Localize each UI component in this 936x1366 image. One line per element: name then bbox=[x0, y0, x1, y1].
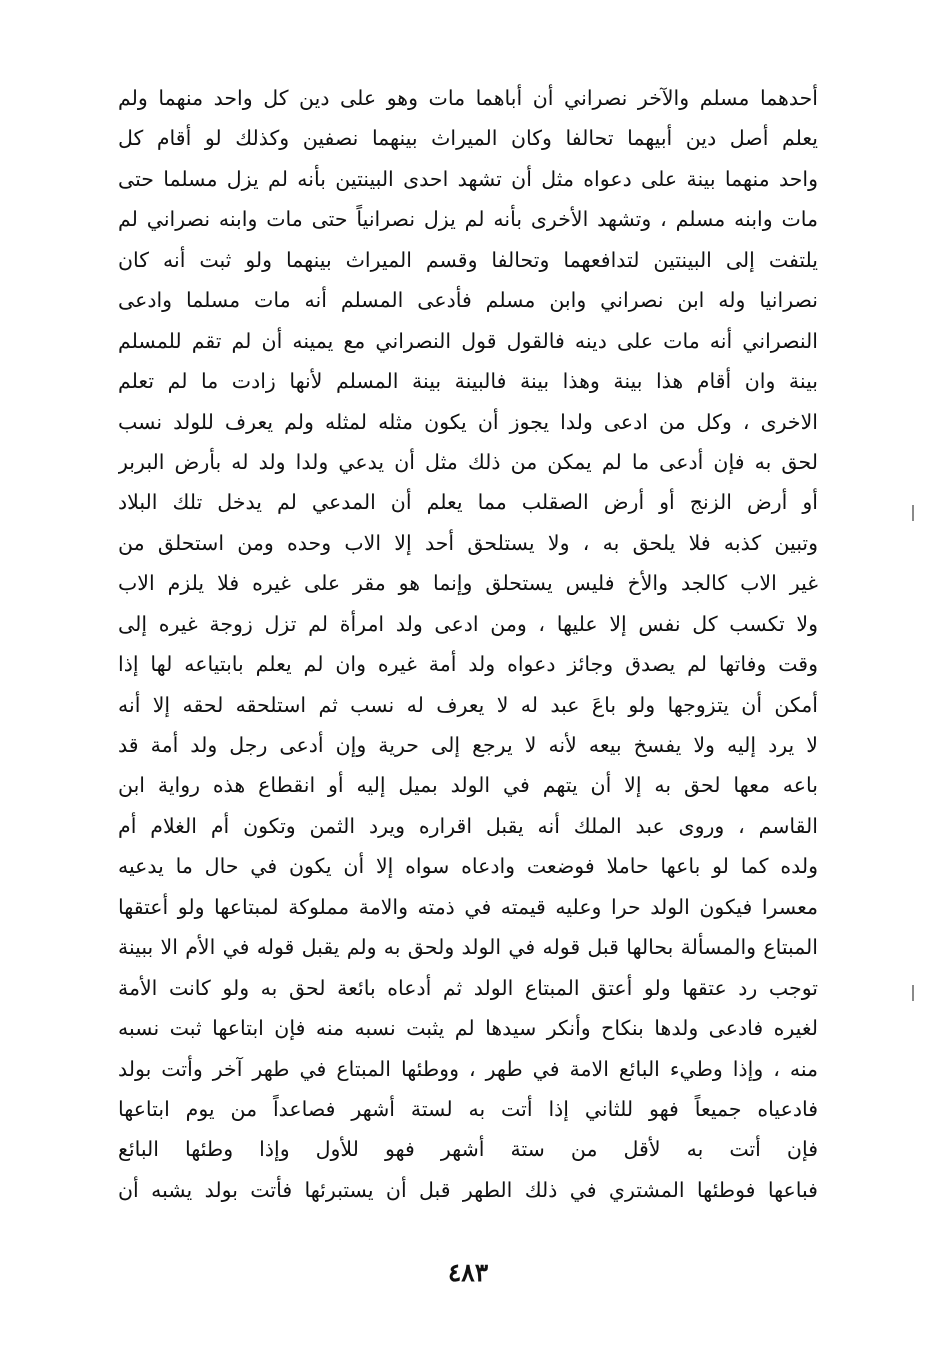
text-line: وقت وفاتها لم يصدق وجائز دعواه ولد أمة غيره وان لم يعلم بابتياعه لها إذا bbox=[118, 652, 818, 677]
text-line: واحد منهما بينة على دعواه مثل أن تشهد احدى البينتين بأنه لم يزل مسلما حتى bbox=[118, 166, 818, 191]
text-line: أمكن أن يتزوجها ولو باعَ عبد له لا يعرف له نسب ثم استلحقه لحقه إلا أنه bbox=[118, 692, 818, 717]
text-line: بينة وان أقام هذا بينة وهذا بينة فالبينة بينة المسلم لأنها زادت ما لم تعلم bbox=[118, 369, 818, 394]
text-line: لحق به فإن أدعى ما لم يمكن من ذلك مثل أن يدعي ولدا ولد له بأرض البربر bbox=[118, 449, 818, 474]
text-line: وتبين كذبه فلا يلحق به ، ولا يستلحق أحد إلا الاب وحده ومن استحلق من bbox=[118, 530, 818, 555]
text-line: غير الاب كالجد والأخ فليس يستحلق وإنما هو مقر على غيره فلا يلزم الاب bbox=[118, 571, 818, 596]
margin-scan-mark bbox=[912, 505, 914, 521]
text-line: القاسم ، وروى عبد الملك أنه يقبل اقراره ويرد الثمن وتكون أم الغلام أم bbox=[118, 813, 818, 838]
text-line: يعلم أصل دين أبيهما تحالفا وكان الميراث بينهما نصفين وكذلك لو أقام كل bbox=[118, 126, 818, 151]
text-line: الاخرى ، وكل من ادعى ولدا يجوز أن يكون مثله لمثله ولم يعرف للولد نسب bbox=[118, 409, 818, 434]
text-line: أو أرض الزنج أو أرض الصقلب مما يعلم أن المدعي لم يدخل تلك البلاد bbox=[118, 490, 818, 515]
text-line: المبتاع والمسألة بحالها قبل قوله في الولد ولحق به ولم يقبل قوله في الأم الا ببينة bbox=[118, 935, 818, 960]
text-line: فإن أتت به لأقل من ستة أشهر فهو للأول وإذا وطئها البائع bbox=[118, 1137, 818, 1162]
text-line: فادعياه جميعاً فهو للثاني إذا أتت به لستة أشهر فصاعداً من يوم ابتاعها bbox=[118, 1096, 818, 1121]
text-line: ولا تكسب كل نفس إلا عليها ، ومن ادعى ولد امرأة لم تزل زوجة غيره إلى bbox=[118, 611, 818, 636]
text-line: ولده كما لو باعها حاملا فوضعت وادعاه سواه إلا أن يكون في حال ما يدعيه bbox=[118, 854, 818, 879]
text-line: لا يرد إليه ولا يفسخ بيعه لأنه لا يرجع إلى حرية وإن أدعى رجل ولد أمة قد bbox=[118, 733, 818, 757]
text-line: منه ، وإذا وطيء البائع الامة في طهر ، ووطئها المبتاع في طهر آخر وأتت بولد bbox=[118, 1056, 818, 1081]
text-line: لغيره فادعى ولدها بنكاح وأنكر سيدها لم يثبت نسبه منه فإن ابتاعها ثبت نسبه bbox=[118, 1016, 818, 1041]
text-line: أحدهما مسلم والآخر نصراني أن أباهما مات وهو على دين كل واحد منهما ولم bbox=[118, 86, 818, 110]
text-line: مات وابنه مسلم ، وتشهد الأخرى بأنه لم يزل نصرانياً حتى مات وابنه نصراني لم bbox=[118, 207, 818, 232]
text-line: توجب رد عتقها ولو أعتق المبتاع الولد ثم أدعاه بائعة لحق به ولو كانت الأمة bbox=[118, 975, 818, 1000]
text-line: نصرانيا وله ابن نصراني وابن مسلم فأدعى المسلم أنه مات مسلما وادعى bbox=[118, 288, 818, 313]
margin-scan-mark bbox=[912, 985, 914, 1001]
body-text bbox=[118, 78, 818, 1210]
text-line: باعه معها لحق به إلا أن يتهم في الولد بميل إليه أو انقطاع هذه رواية ابن bbox=[118, 773, 818, 798]
page-number: ٤٨٣ bbox=[447, 1258, 489, 1287]
text-line: يلتفت إلى البينتين لتدافعهما وتحالفا وقسم الميراث بينهما ولو ثبت أنه كان bbox=[118, 247, 818, 272]
text-line: معسرا فيكون الولد حرا وعليه قيمته في ذمته والامة مملوكة لمبتاعها ولو أعتقها bbox=[118, 894, 818, 919]
text-line: النصراني أنه مات على دينه فالقول قول النصراني مع يمينه أن لم تقم للمسلم bbox=[118, 328, 818, 353]
text-line: فباعها فوطئها المشتري في ذلك الطهر قبل أن يستبرئها فأتت بولد يشبه أن bbox=[118, 1177, 818, 1202]
